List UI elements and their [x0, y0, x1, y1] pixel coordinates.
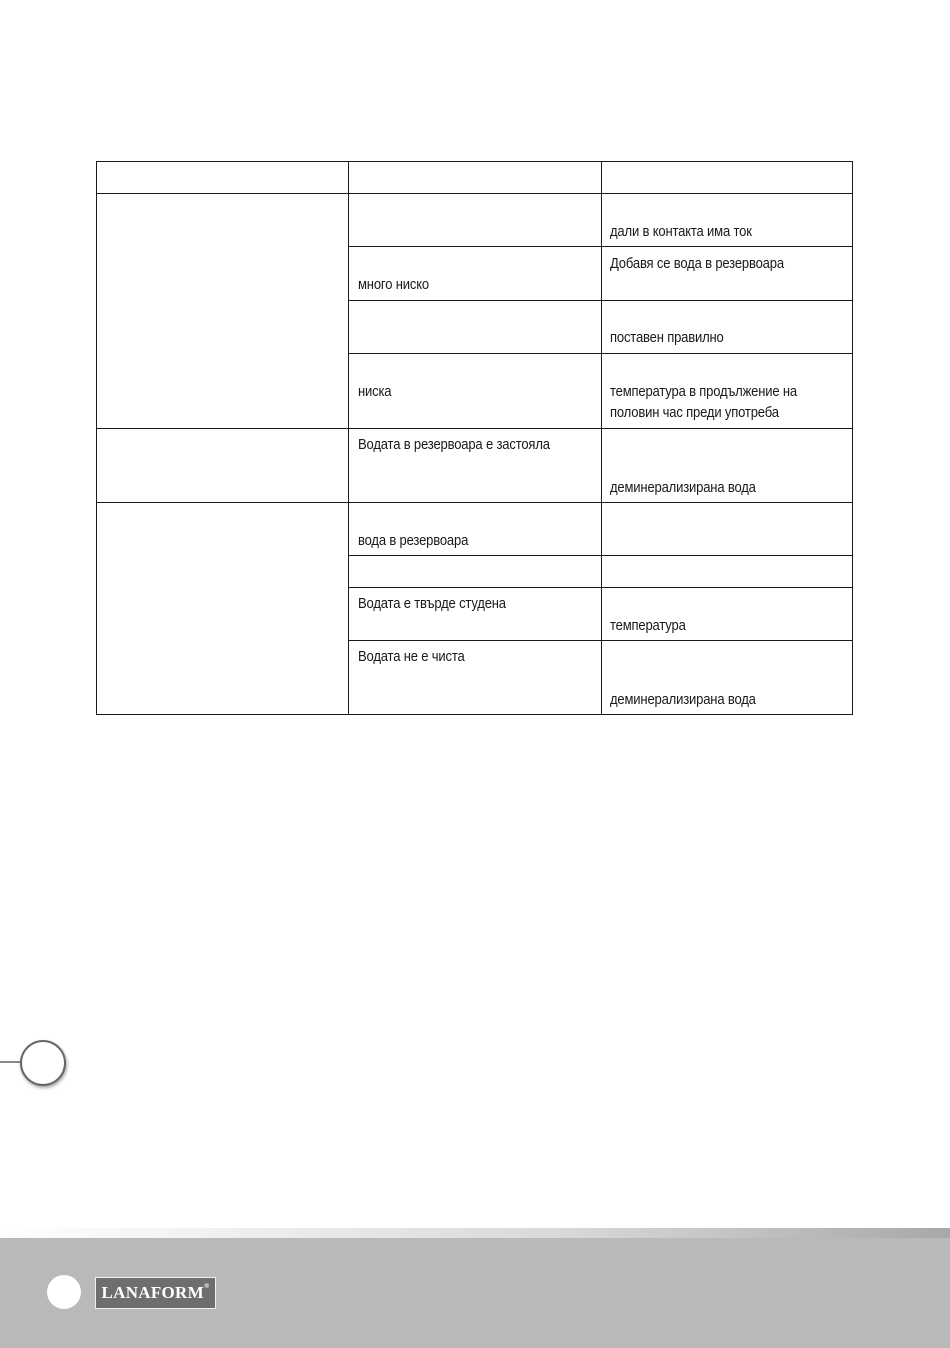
row-divider: [97, 428, 852, 429]
column-divider: [348, 162, 349, 714]
table-cell: Водата в резервоара е застояла: [358, 437, 550, 453]
logo-text: LANAFORM: [101, 1283, 204, 1302]
row-divider: [348, 640, 852, 641]
table-cell: ниска: [358, 384, 392, 400]
row-divider: [348, 587, 852, 588]
table-cell: температура: [610, 618, 686, 634]
row-divider: [97, 502, 852, 503]
table-cell: деминерализирана вода: [610, 480, 756, 496]
table-cell: поставен правилно: [610, 330, 724, 346]
table-cell: Водата не е чиста: [358, 649, 465, 665]
row-divider: [348, 246, 852, 247]
row-divider: [348, 555, 852, 556]
registered-mark: ®: [203, 1282, 210, 1290]
row-divider: [348, 300, 852, 301]
table-cell: дали в контакта има ток: [610, 224, 752, 240]
troubleshooting-table: [96, 161, 853, 715]
column-divider: [601, 162, 602, 714]
page-number-dot: [47, 1275, 81, 1309]
lanaform-logo: [95, 1277, 216, 1309]
row-divider: [348, 353, 852, 354]
table-cell: половин час преди употреба: [610, 405, 779, 421]
footer-gradient-strip: [0, 1228, 950, 1238]
table-cell: температура в продължение на: [610, 384, 798, 400]
row-divider: [97, 193, 852, 194]
table-cell: деминерализирана вода: [610, 692, 756, 708]
table-cell: Добавя се вода в резервоара: [610, 256, 784, 272]
table-cell: Водата е твърде студена: [358, 596, 506, 612]
section-circle-marker: [20, 1040, 66, 1086]
table-cell: вода в резервоара: [358, 533, 469, 549]
table-cell: много ниско: [358, 277, 429, 293]
